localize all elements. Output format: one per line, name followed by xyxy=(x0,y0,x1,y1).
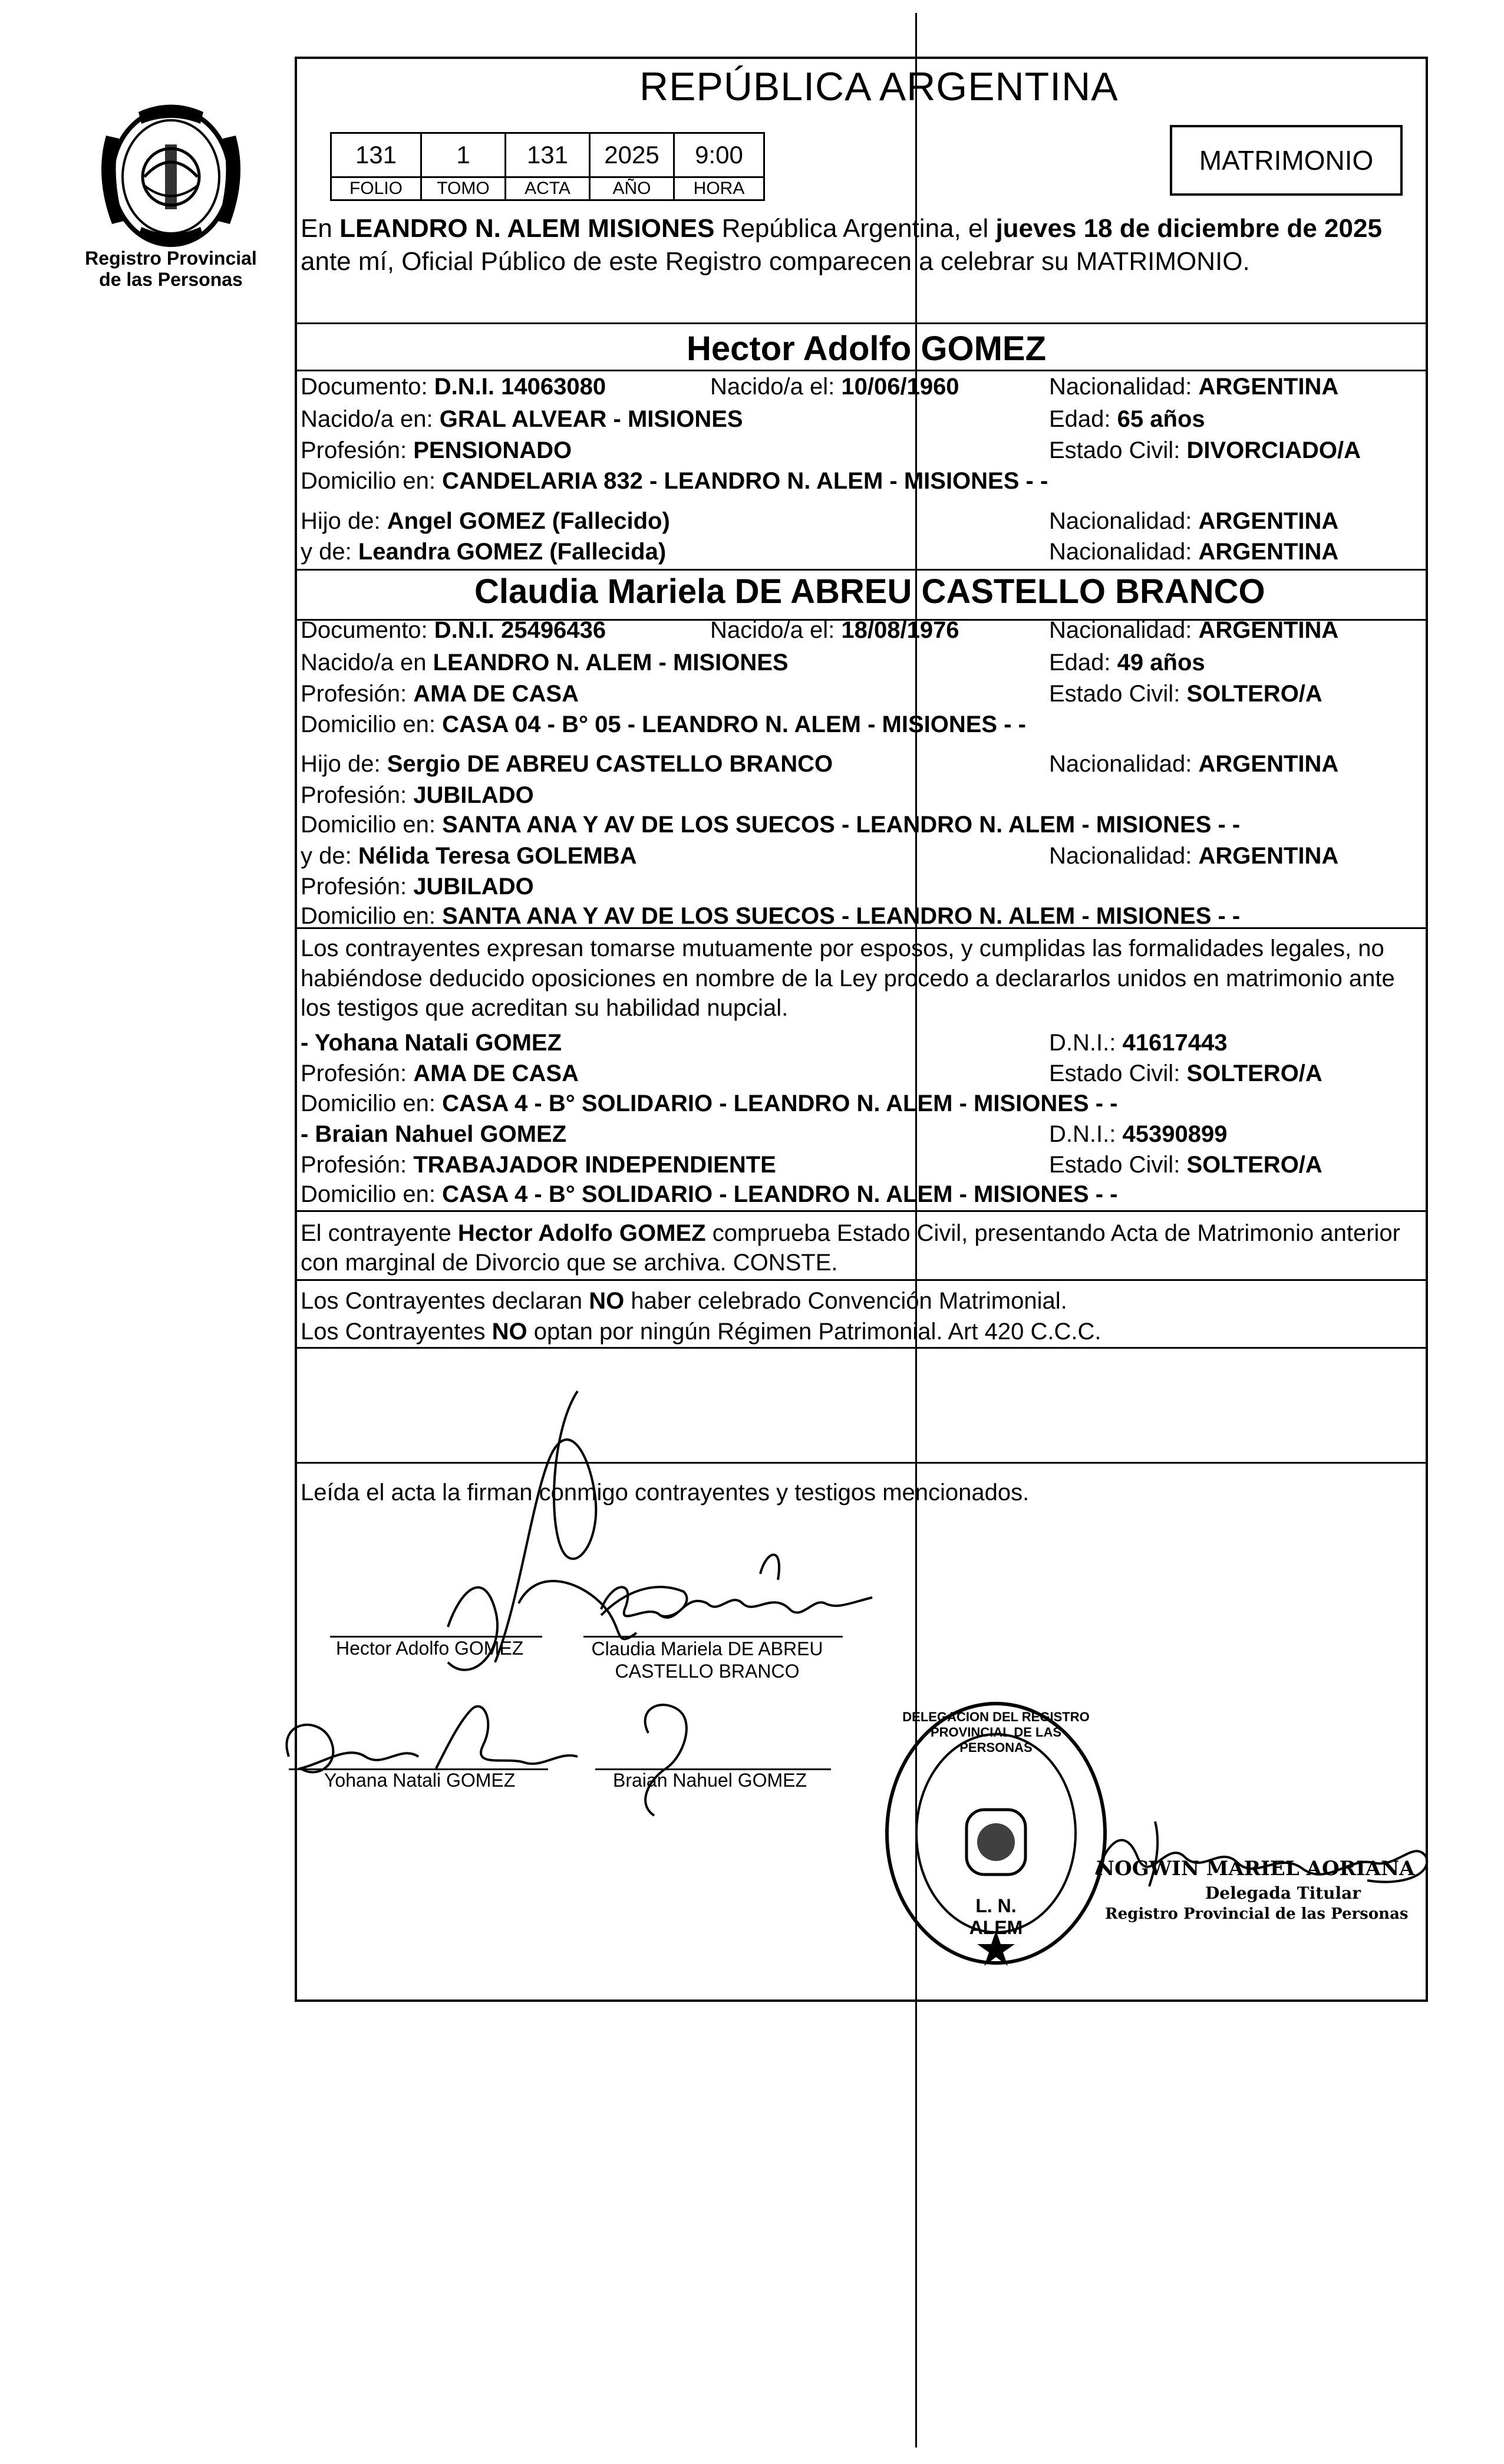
witness1-address: Domicilio en: CASA 4 - B° SOLIDARIO - LEANDRO N. ALEM - MISIONES - - xyxy=(301,1091,1118,1116)
spouse1-father-nationality: Nacionalidad: ARGENTINA xyxy=(1049,508,1339,534)
witness1-civil-status: Estado Civil: SOLTERO/A xyxy=(1049,1060,1322,1086)
tomo-label: TOMO xyxy=(421,177,506,200)
official-title: Delegada Titular xyxy=(1205,1883,1361,1903)
witness2-civil-status: Estado Civil: SOLTERO/A xyxy=(1049,1152,1322,1178)
spouse2-father-profession: Profesión: JUBILADO xyxy=(301,782,534,808)
stamp-ring-text: DELEGACION DEL REGISTRO PROVINCIAL DE LAS PERSONAS xyxy=(902,1709,1090,1755)
record-type-box: MATRIMONIO xyxy=(1170,125,1403,196)
declaration-line-1: Los contrayentes expresan tomarse mutuamente por esposos, y cumplidas las formalidades legales, no xyxy=(301,935,1384,961)
year-value: 2025 xyxy=(590,133,674,177)
spouse1-name: Hector Adolfo GOMEZ xyxy=(687,330,1047,368)
spouse2-age: Edad: 49 años xyxy=(1049,650,1205,676)
spouse2-father-address: Domicilio en: SANTA ANA Y AV DE LOS SUECOS - LEANDRO N. ALEM - MISIONES - - xyxy=(301,812,1241,838)
signature-scribbles xyxy=(271,1356,919,1827)
spouse2-name: Claudia Mariela DE ABREU CASTELLO BRANCO xyxy=(474,572,1265,611)
spouse2-profession: Profesión: AMA DE CASA xyxy=(301,681,579,707)
spouse1-mother: y de: Leandra GOMEZ (Fallecida) xyxy=(301,539,667,565)
spouse2-mother: y de: Nélida Teresa GOLEMBA xyxy=(301,843,637,869)
time-value: 9:00 xyxy=(674,133,764,177)
folio-value: 131 xyxy=(331,133,421,177)
intro-line-1: En LEANDRO N. ALEM MISIONES República Argentina, el jueves 18 de diciembre de 2025 xyxy=(301,214,1382,243)
official-stamp xyxy=(878,1698,1114,1969)
spouse1-profession: Profesión: PENSIONADO xyxy=(301,437,572,463)
acta-label: ACTA xyxy=(506,177,590,200)
civil-status-note-line-2: con marginal de Divorcio que se archiva. CONSTE. xyxy=(301,1250,838,1276)
declaration-line-3: los testigos que acreditan su habilidad nupcial. xyxy=(301,995,789,1021)
stamp-center-text: L. N. ALEM xyxy=(969,1895,1023,1938)
time-label: HORA xyxy=(674,177,764,200)
spouse1-address: Domicilio en: CANDELARIA 832 - LEANDRO N. ALEM - MISIONES - - xyxy=(301,468,1048,494)
witness2-name: - Braian Nahuel GOMEZ xyxy=(301,1121,567,1147)
spouse2-mother-nationality: Nacionalidad: ARGENTINA xyxy=(1049,843,1339,869)
convention-note: Los Contrayentes declaran NO haber celebrado Convención Matrimonial. xyxy=(301,1288,1067,1314)
witness2-profession: Profesión: TRABAJADOR INDEPENDIENTE xyxy=(301,1152,776,1178)
witness1-signature-caption: Yohana Natali GOMEZ xyxy=(324,1770,516,1791)
spouse2-document: Documento: D.N.I. 25496436 xyxy=(301,617,606,643)
spouse2-signature-caption: Claudia Mariela DE ABREU CASTELLO BRANCO xyxy=(591,1638,823,1682)
witness2-dni: D.N.I.: 45390899 xyxy=(1049,1121,1228,1147)
spouse1-document: Documento: D.N.I. 14063080 xyxy=(301,374,606,400)
closing-statement: Leída el acta la firman conmigo contrayentes y testigos mencionados. xyxy=(301,1480,1030,1506)
divider xyxy=(297,370,1426,371)
acta-value: 131 xyxy=(506,133,590,177)
spouse2-mother-address: Domicilio en: SANTA ANA Y AV DE LOS SUECOS - LEANDRO N. ALEM - MISIONES - - xyxy=(301,903,1241,929)
spouse1-birthdate: Nacido/a el: 10/06/1960 xyxy=(710,374,959,400)
tomo-value: 1 xyxy=(421,133,506,177)
logo-caption: Registro Provincial de las Personas xyxy=(85,248,257,290)
spouse1-father: Hijo de: Angel GOMEZ (Fallecido) xyxy=(301,508,670,534)
witness2-address: Domicilio en: CASA 4 - B° SOLIDARIO - LEANDRO N. ALEM - MISIONES - - xyxy=(301,1181,1118,1207)
declaration-line-2: habiéndose deducido oposiciones en nombre de la Ley procedo a declararlos unidos en matrimonio ante xyxy=(301,966,1395,991)
folio-label: FOLIO xyxy=(331,177,421,200)
official-organization: Registro Provincial de las Personas xyxy=(1105,1905,1409,1923)
record-number-grid xyxy=(330,132,765,201)
official-name: NOGWIN MARIEL AORIANA xyxy=(1096,1857,1415,1880)
spouse2-nationality: Nacionalidad: ARGENTINA xyxy=(1049,617,1339,643)
witness1-profession: Profesión: AMA DE CASA xyxy=(301,1060,579,1086)
spouse1-civil-status: Estado Civil: DIVORCIADO/A xyxy=(1049,437,1361,463)
year-label: AÑO xyxy=(590,177,674,200)
spouse1-birthplace: Nacido/a en: GRAL ALVEAR - MISIONES xyxy=(301,406,743,432)
witness2-signature-caption: Braian Nahuel GOMEZ xyxy=(613,1770,807,1791)
divider xyxy=(297,1347,1426,1349)
spouse2-mother-profession: Profesión: JUBILADO xyxy=(301,874,534,900)
spouse2-father-nationality: Nacionalidad: ARGENTINA xyxy=(1049,751,1339,777)
divider xyxy=(297,569,1426,571)
scan-fold-line xyxy=(915,13,917,2447)
spouse2-address: Domicilio en: CASA 04 - B° 05 - LEANDRO N. ALEM - MISIONES - - xyxy=(301,711,1026,737)
spouse2-father: Hijo de: Sergio DE ABREU CASTELLO BRANCO xyxy=(301,751,833,777)
spouse1-nationality: Nacionalidad: ARGENTINA xyxy=(1049,374,1339,400)
spouse2-civil-status: Estado Civil: SOLTERO/A xyxy=(1049,681,1322,707)
spouse2-birthplace: Nacido/a en LEANDRO N. ALEM - MISIONES xyxy=(301,650,789,676)
spouse1-age: Edad: 65 años xyxy=(1049,406,1205,432)
civil-status-note-line-1: El contrayente Hector Adolfo GOMEZ comprueba Estado Civil, presentando Acta de Matrimonio anterior xyxy=(301,1220,1400,1246)
spouse1-mother-nationality: Nacionalidad: ARGENTINA xyxy=(1049,539,1339,565)
witness1-name: - Yohana Natali GOMEZ xyxy=(301,1030,562,1056)
divider xyxy=(297,1210,1426,1212)
intro-block xyxy=(301,212,1382,278)
intro-line-2: ante mí, Oficial Público de este Registro comparecen a celebrar su MATRIMONIO. xyxy=(301,247,1250,276)
spouse1-signature-caption: Hector Adolfo GOMEZ xyxy=(336,1638,524,1659)
regime-note: Los Contrayentes NO optan por ningún Régimen Patrimonial. Art 420 C.C.C. xyxy=(301,1319,1101,1345)
spouse2-birthdate: Nacido/a el: 18/08/1976 xyxy=(710,617,959,643)
divider xyxy=(297,1279,1426,1281)
witness1-dni: D.N.I.: 41617443 xyxy=(1049,1030,1228,1056)
country-title: REPÚBLICA ARGENTINA xyxy=(639,64,1119,109)
divider xyxy=(297,322,1426,324)
registry-logo xyxy=(83,88,259,265)
